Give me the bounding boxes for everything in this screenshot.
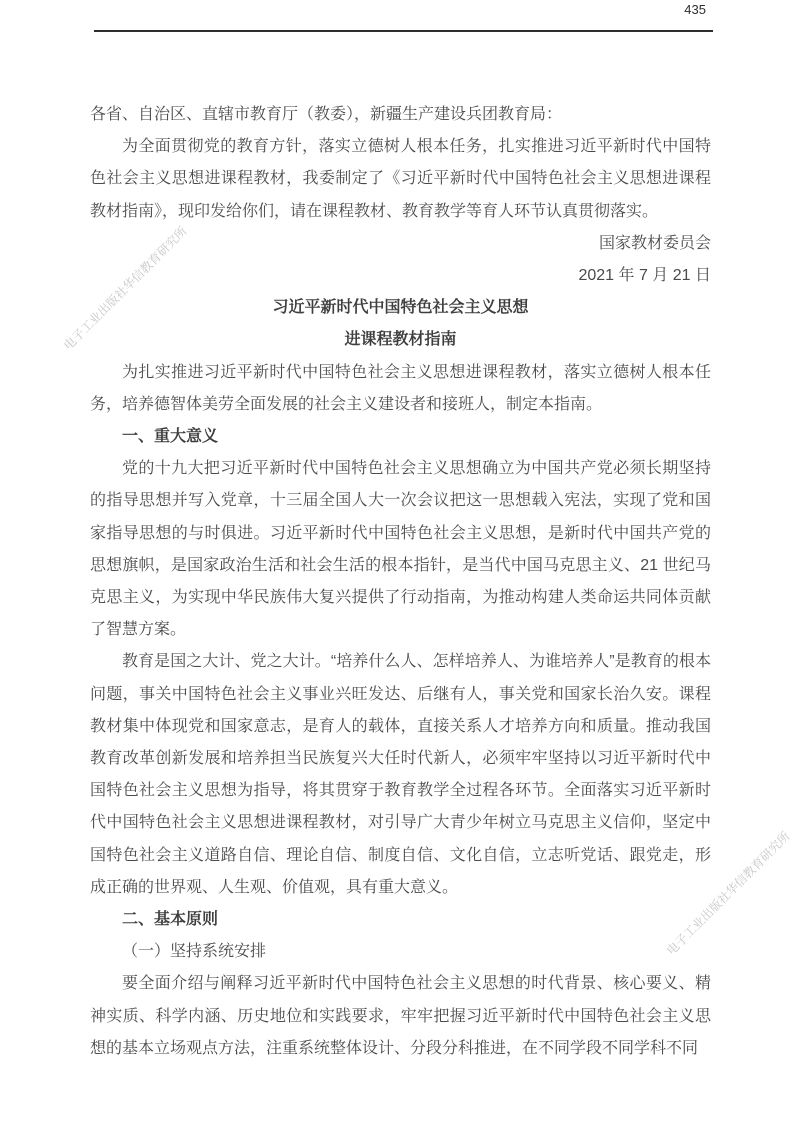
watermark-text-mid-right: 电子工业出版社华信教育研究所 bbox=[664, 829, 793, 958]
intro-paragraph: 为扎实推进习近平新时代中国特色社会主义思想进课程教材，落实立德树人根本任务，培养德智体美劳全面发展的社会主义建设者和接班人，制定本指南。 bbox=[90, 363, 711, 413]
document-title-line-1: 习近平新时代中国特色社会主义思想 bbox=[272, 299, 529, 317]
document-body bbox=[90, 99, 711, 1065]
issue-date: 2021 年 7 月 21 日 bbox=[578, 267, 711, 285]
addressee-line: 各省、自治区、直辖市教育厅（教委），新疆生产建设兵团教育局： bbox=[90, 106, 563, 123]
section-2-paragraph-1: 要全面介绍与阐释习近平新时代中国特色社会主义思想的时代背景、核心要义、精神实质、科学内涵、历史地位和实践要求，牢牢把握习近平新时代中国特色社会主义思想的基本立场观点方法，注重系统整体设计、分段分科推进，在不同学段不同学科不同 bbox=[90, 975, 711, 1057]
header-rule bbox=[94, 30, 713, 32]
section-1-paragraph-2: 教育是国之大计、党之大计。“培养什么人、怎样培养人、为谁培养人”是教育的根本问题，事关中国特色社会主义事业兴旺发达、后继有人，事关党和国家长治久安。课程教材集中体现党和国家意志，是育人的载体，直接关系人才培养方向和质量。推动我国教育改革创新发展和培养担当民族复兴大任时代新人，必须牢牢坚持以习近平新时代中国特色社会主义思想为指导，将其贯穿于教育教学全过程各环节。全面落实习近平新时代中国特色社会主义思想进课程教材，对引导广大青少年树立马克思主义信仰，坚定中国特色社会主义道路自信、理论自信、制度自信、文化自信，立志听党话、跟党走，形成正确的世界观、人生观、价值观，具有重大意义。 bbox=[90, 653, 711, 896]
page-number: 435 bbox=[684, 2, 706, 17]
watermark-text-top-left: 电子工业出版社华信教育研究所 bbox=[61, 224, 190, 353]
section-2-subheading: （一）坚持系统安排 bbox=[122, 943, 267, 961]
section-2-heading: 二、基本原则 bbox=[122, 911, 219, 929]
notice-paragraph: 为全面贯彻党的教育方针，落实立德树人根本任务，扎实推进习近平新时代中国特色社会主义思想进课程教材，我委制定了《习近平新时代中国特色社会主义思想进课程教材指南》，现印发给你们，请在课程教材、教育教学等育人环节认真贯彻落实。 bbox=[90, 138, 711, 220]
document-title-line-2: 进课程教材指南 bbox=[344, 331, 457, 349]
section-1-heading: 一、重大意义 bbox=[122, 428, 219, 446]
issuing-authority-signature: 国家教材委员会 bbox=[598, 234, 711, 252]
section-1-paragraph-1: 党的十九大把习近平新时代中国特色社会主义思想确立为中国共产党必须长期坚持的指导思想并写入党章，十三届全国人大一次会议把这一思想载入宪法，实现了党和国家指导思想的与时俱进。习近平新时代中国特色社会主义思想，是新时代中国共产党的思想旗帜，是国家政治生活和社会生活的根本指针，是当代中国马克思主义、21 世纪马克思主义，为实现中华民族伟大复兴提供了行动指南，为推动构建人类命运共同体贡献了智慧方案。 bbox=[90, 460, 711, 639]
